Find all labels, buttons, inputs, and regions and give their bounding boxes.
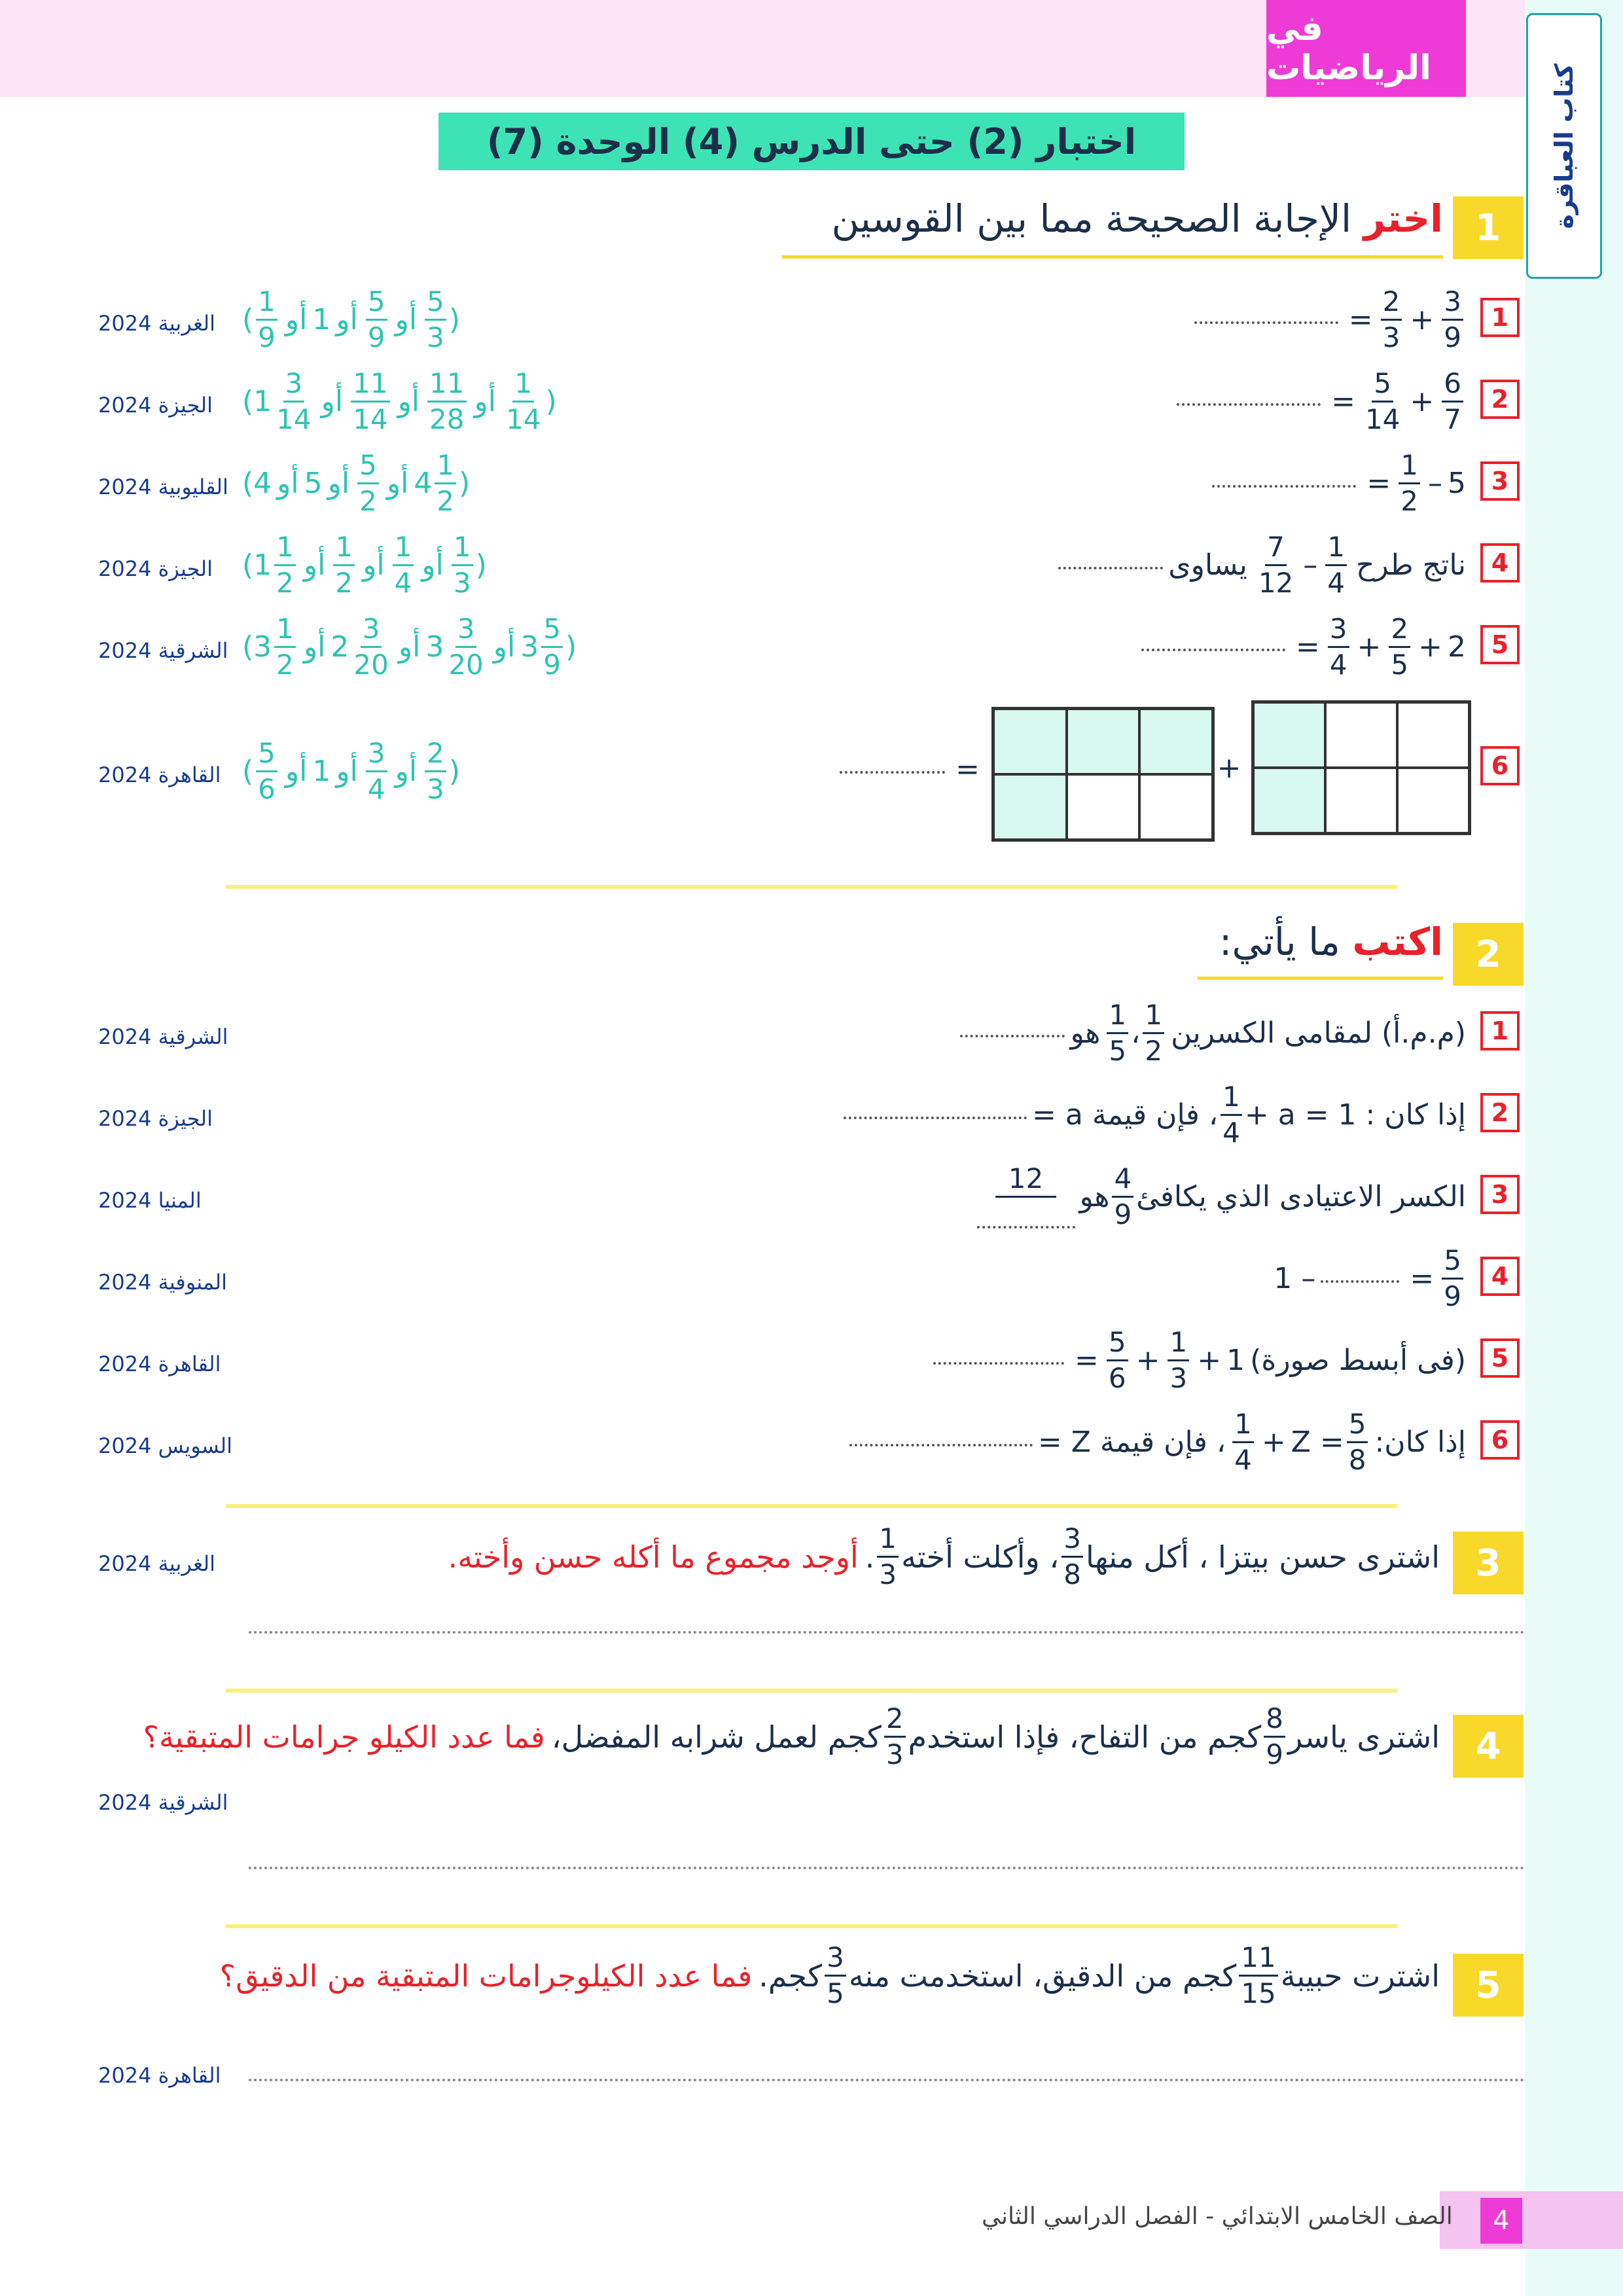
question-number: 6 [1480,1420,1520,1460]
fraction-grid-right [1251,700,1471,835]
answer-blank[interactable] [1194,316,1338,324]
source-tag: القليوبية 2024 [98,475,228,499]
s5-text-b: كجم من الدقيق، استخدمت منه [848,1958,1237,1994]
s1-q2-options: ( 1 $\frac{3}{14}$ أو $\frac{11}{14}$ أو $\frac{11}{28}$ أو $\frac{1}{14}$ ) [242,367,557,435]
s1-q5-options: ( 3 $\frac{1}{2}$ أو 2 $\frac{3}{20}$ أو 3 $\frac{3}{20}$ أو 3 $\frac{5}{9}$ ) [242,613,577,681]
s2-q5-expression: (فى أبسط صورة) = $\frac{5}{6}$ + $\frac{1}{3}$ + 1 [851,1329,1466,1392]
s1-q4-text: ناتج طرح [1356,548,1466,582]
source-tag: الشرقية 2024 [98,1024,228,1049]
answer-blank[interactable] [844,1111,1027,1119]
source-tag: الغربية 2024 [98,311,216,336]
s1-q4-text2: يساوى [1168,548,1247,582]
answer-blank[interactable] [1177,398,1321,406]
s1-q1-options: ( $\frac{1}{9}$ أو 1 أو $\frac{5}{9}$ أو $\frac{5}{3}$ ) [242,285,460,353]
source-tag: القاهرة 2024 [98,1352,221,1376]
section-4-badge: 4 [1453,1715,1524,1778]
question-number: 5 [1480,1338,1520,1378]
answer-line[interactable] [249,1628,1525,1634]
s4-text-b: كجم من التفاح، فإذا استخدم [908,1719,1262,1755]
plus-sign: + [1217,751,1241,785]
source-tag: الجيزة 2024 [98,393,213,418]
answer-line[interactable] [249,1864,1525,1869]
s1-q3-expression: = $\frac{1}{2}$ – 5 [1027,452,1466,515]
answer-blank[interactable] [1212,480,1356,488]
s4-question: فما عدد الكيلو جرامات المتبقية؟ [143,1719,545,1755]
source-tag: المنيا 2024 [98,1188,202,1213]
section-1-title [785,196,1443,241]
section-2-badge: 2 [1453,923,1524,986]
s2-q6-expression: إذا كان: $\frac{1}{4}$ + Z = $\frac{5}{8}$ ، فإن قيمة Z = [785,1410,1466,1474]
answer-blank[interactable] [960,1030,1065,1037]
section-2-underline [1198,977,1443,980]
answer-blank[interactable] [1141,643,1285,651]
source-tag: الجيزة 2024 [98,1106,213,1131]
section-2-title [1047,920,1443,964]
page-title: اختبار (2) حتى الدرس (4) الوحدة (7) [438,113,1185,170]
source-tag: المنوفية 2024 [98,1270,228,1295]
answer-blank[interactable] [840,766,945,774]
s3-text-a: اشترى حسن بيتزا ، أكل منها [1085,1539,1440,1575]
s2-q2-expression: إذا كان : 1 = a + $\frac{1}{4}$ ، فإن قيمة a = [785,1083,1466,1147]
fraction-grid-left [991,707,1215,842]
source-tag: الشرقية 2024 [98,1790,228,1815]
s2-q5-tail: (فى أبسط صورة) [1250,1344,1466,1377]
s2-q6-text: إذا كان: [1374,1426,1466,1459]
divider [226,1924,1397,1928]
source-tag: الشرقية 2024 [98,638,228,663]
s5-text-c: كجم. [758,1958,823,1994]
answer-blank[interactable] [933,1357,1064,1365]
section-3-badge: 3 [1453,1532,1524,1594]
s1-q3-options: ( 4 أو 5 أو $\frac{5}{2}$ أو 4 $\frac{1}{2}$ ) [242,449,471,517]
question-number: 2 [1480,380,1520,419]
question-number: 4 [1480,1257,1520,1296]
s1-q2-expression: = $\frac{5}{14}$ + $\frac{6}{7}$ [1027,370,1466,433]
s1-q6-answer: = [834,753,985,786]
s3-text-b: ، وأكلت أخته [901,1539,1060,1575]
section-2-title-rest: ما يأتي: [1219,920,1353,964]
section-1-title-rest: الإجابة الصحيحة مما بين القوسين [831,196,1364,241]
s3-question: أوجد مجموع ما أكله حسن وأخته. [448,1539,859,1575]
question-number: 3 [1480,461,1520,501]
answer-blank[interactable] [849,1439,1033,1446]
s1-q5-expression: = $\frac{3}{4}$ + $\frac{2}{5}$ + 2 [1027,615,1466,679]
brand-text: كتاب العباقرة [1550,63,1578,229]
source-tag: القاهرة 2024 [98,762,221,787]
s2-q3-tail: هو [1079,1180,1110,1213]
s2-q1-tail: هو [1070,1016,1101,1050]
s1-q4-expression: ناتج طرح $\frac{7}{12}$ – $\frac{1}{4}$ يساوى [1021,533,1466,597]
divider [226,1689,1397,1693]
footer-band [1440,2191,1623,2249]
s2-q2-tail: ، فإن قيمة a = [1032,1098,1219,1132]
s2-q4-expression: 1 – = $\frac{5}{9}$ [1113,1247,1466,1310]
s1-q6-options: ( $\frac{5}{6}$ أو 1 أو $\frac{3}{4}$ أو $\frac{2}{3}$ ) [242,737,460,805]
section-5-problem: اشترت حبيبة $\frac{11}{15}$ كجم من الدقيق، استخدمت منه $\frac{3}{5}$ كجم. فما عدد الكيلوجرامات المتبقية من الدقيق؟ [219,1941,1440,2009]
s5-question: فما عدد الكيلوجرامات المتبقية من الدقيق؟ [219,1958,753,1994]
source-tag: الغربية 2024 [98,1551,216,1576]
section-1-underline [782,255,1443,259]
side-band [1525,0,1623,2296]
question-number: 2 [1480,1093,1520,1132]
question-number: 6 [1480,746,1520,785]
source-tag: السويس 2024 [98,1433,233,1458]
answer-blank[interactable] [1321,1275,1399,1283]
subject-tab: في الرياضيات [1266,0,1466,97]
s2-q1-text: (م.م.أ) لمقامى الكسرين [1171,1016,1466,1050]
s4-text-c: كجم لعمل شرابه المفضل، [551,1719,882,1755]
s2-q2-text: إذا كان : 1 = a + [1244,1098,1466,1132]
section-5-badge: 5 [1453,1954,1524,2017]
s2-q6-tail: ، فإن قيمة Z = [1037,1426,1226,1459]
section-1-title-red: اختر [1363,196,1443,241]
s1-q1-expression: = $\frac{2}{3}$ + $\frac{3}{9}$ [1027,288,1466,351]
s2-q3-expression: الكسر الاعتيادى الذي يكافئ $\frac{4}{9}$ هو 12 [903,1165,1466,1229]
question-number: 1 [1480,1011,1520,1050]
section-4-problem: اشترى ياسر $\frac{8}{9}$ كجم من التفاح، فإذا استخدم $\frac{2}{3}$ كجم لعمل شرابه المفضل، فما عدد الكيلو جرامات المتبقية؟ [143,1702,1440,1770]
s4-text-a: اشترى ياسر [1288,1719,1440,1755]
question-number: 3 [1480,1175,1520,1214]
source-tag: القاهرة 2024 [98,2063,221,2088]
section-3-problem: اشترى حسن بيتزا ، أكل منها $\frac{3}{8}$ ، وأكلت أخته $\frac{1}{3}$ . أوجد مجموع ما أكله حسن وأخته. [448,1522,1440,1590]
question-number: 5 [1480,625,1520,664]
s2-q1-expression: (م.م.أ) لمقامى الكسرين $\frac{1}{5}$ ، $\frac{1}{2}$ هو [851,1001,1466,1065]
footer-text: الصف الخامس الابتدائي - الفصل الدراسي الثاني [982,2203,1453,2230]
divider [226,1504,1397,1508]
answer-line[interactable] [249,2076,1525,2081]
question-number: 4 [1480,543,1520,583]
s5-text-a: اشترت حبيبة [1280,1958,1440,1994]
section-2-title-red: اكتب [1352,920,1443,964]
answer-blank[interactable] [1058,562,1163,569]
section-1-badge: 1 [1453,196,1524,259]
s2-q3-text: الكسر الاعتيادى الذي يكافئ [1136,1180,1466,1213]
page-number: 4 [1480,2198,1522,2244]
s1-q4-options: ( 1 $\frac{1}{2}$ أو $\frac{1}{2}$ أو $\frac{1}{4}$ أو $\frac{1}{3}$ ) [242,531,487,599]
question-number: 1 [1480,298,1520,337]
divider [226,885,1397,889]
source-tag: الجيزة 2024 [98,556,213,581]
s2-q3-given-numerator: 12 [995,1165,1056,1198]
answer-blank[interactable] [977,1221,1075,1229]
brand-logo [1526,13,1602,279]
